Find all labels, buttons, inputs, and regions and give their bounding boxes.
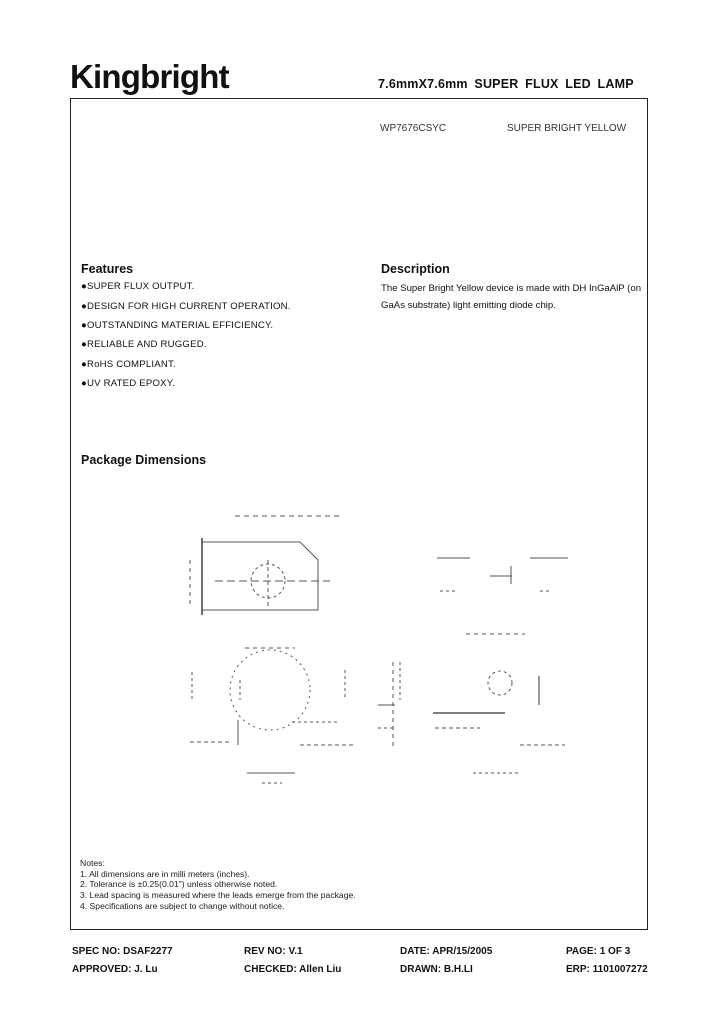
- document-title: 7.6mmX7.6mm SUPER FLUX LED LAMP: [378, 77, 634, 91]
- feature-item: ●SUPER FLUX OUTPUT.: [81, 281, 195, 292]
- note-line: 4. Specifications are subject to change without notice.: [80, 900, 285, 911]
- page-number: PAGE: 1 OF 3: [566, 946, 631, 957]
- description-heading: Description: [381, 262, 450, 276]
- erp-number: ERP: 1101007272: [566, 964, 648, 975]
- part-number: WP7676CSYC: [380, 123, 447, 134]
- description-text: The Super Bright Yellow device is made with DH InGaAlP (on GaAs substrate) light emitting diode chip.: [381, 283, 642, 311]
- kingbright-logo: Kingbright: [70, 58, 229, 95]
- part-color: SUPER BRIGHT YELLOW: [507, 123, 627, 134]
- feature-item: ●RELIABLE AND RUGGED.: [81, 339, 207, 350]
- notes-title: Notes:: [80, 858, 105, 868]
- feature-item: ●UV RATED EPOXY.: [81, 378, 175, 389]
- note-line: 1. All dimensions are in milli meters (inches).: [80, 868, 250, 879]
- notes-block: [80, 858, 356, 912]
- checked-by: CHECKED: Allen Liu: [244, 964, 342, 975]
- package-dimensions-heading: Package Dimensions: [81, 453, 207, 467]
- drawn-by: DRAWN: B.H.LI: [400, 964, 473, 975]
- feature-item: ●OUTSTANDING MATERIAL EFFICIENCY.: [81, 320, 274, 331]
- feature-item: ●RoHS COMPLIANT.: [81, 359, 176, 370]
- spec-number: SPEC NO: DSAF2277: [72, 946, 173, 957]
- features-heading: Features: [81, 262, 134, 276]
- revision-number: REV NO: V.1: [244, 946, 303, 957]
- feature-item: ●DESIGN FOR HIGH CURRENT OPERATION.: [81, 301, 291, 312]
- note-line: 2. Tolerance is ±0.25(0.01") unless otherwise noted.: [80, 879, 278, 890]
- note-line: 3. Lead spacing is measured where the leads emerge from the package.: [80, 890, 356, 901]
- document-date: DATE: APR/15/2005: [400, 946, 493, 957]
- approved-by: APPROVED: J. Lu: [72, 964, 158, 975]
